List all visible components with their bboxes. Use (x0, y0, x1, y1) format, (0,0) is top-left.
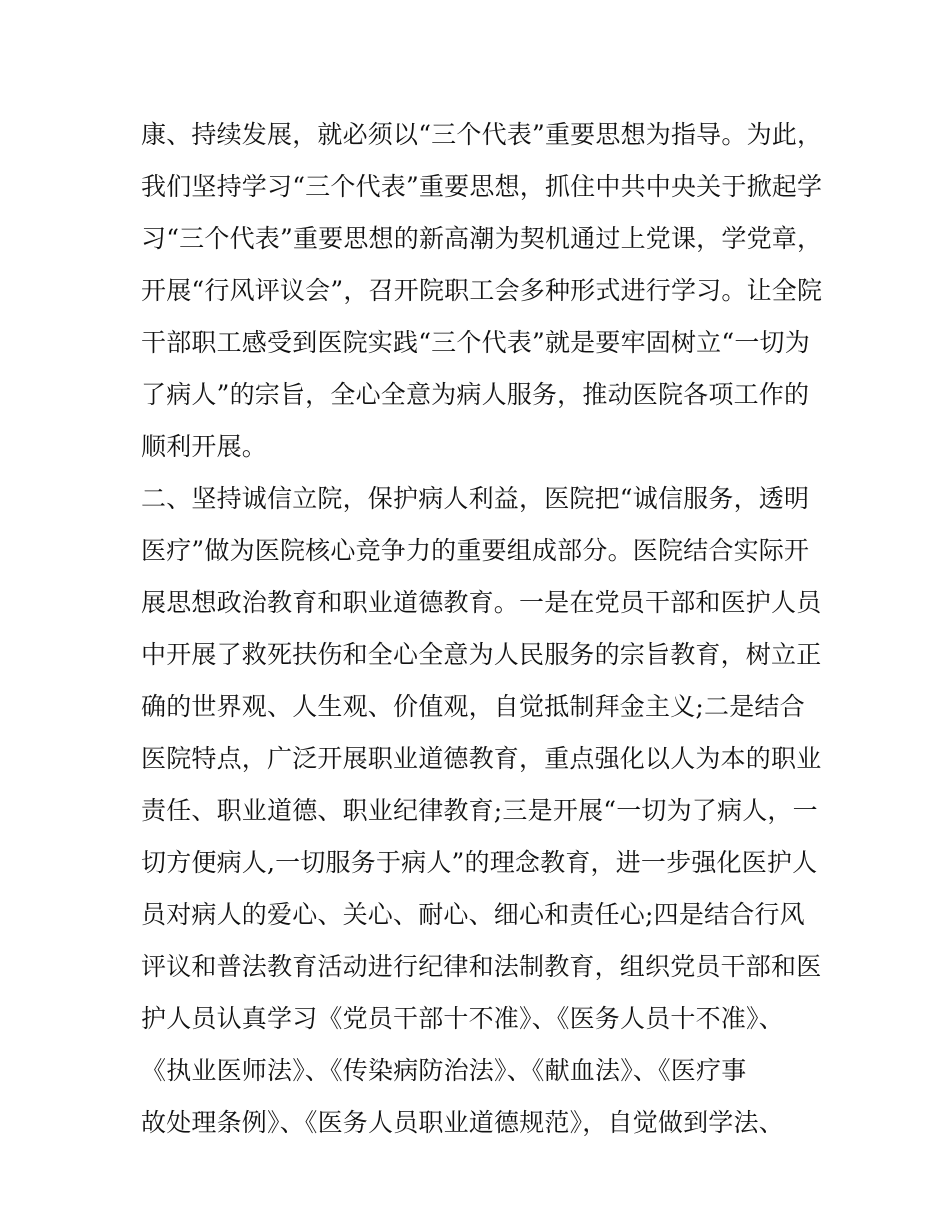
text-line: 展思想政治教育和职业道德教育。一是在党员干部和医护人员 (141, 588, 822, 617)
text-line: 了病人”的宗旨，全心全意为病人服务，推动医院各项工作的 (141, 380, 810, 409)
text-line: 康、持续发展，就必须以“三个代表”重要思想为指导。为此， (141, 120, 823, 149)
text-line: 开展“行风评议会”，召开院职工会多种形式进行学习。让全院 (141, 276, 823, 305)
text-line: 我们坚持学习“三个代表”重要思想，抓住中共中央关于掀起学 (141, 172, 823, 201)
text-line: 医院特点，广泛开展职业道德教育，重点强化以人为本的职业 (141, 744, 822, 773)
text-line: 确的世界观、人生观、价值观，自觉抵制拜金主义;二是结合 (141, 692, 805, 721)
body-text (141, 109, 831, 1149)
text-line: 医疗”做为医院核心竞争力的重要组成部分。医院结合实际开 (141, 536, 810, 565)
text-line: 中开展了救死扶伤和全心全意为人民服务的宗旨教育，树立正 (141, 640, 822, 669)
text-line: 评议和普法教育活动进行纪律和法制教育，组织党员干部和医 (141, 952, 822, 981)
section-heading-line: 二、坚持诚信立院，保护病人利益，医院把“诚信服务，透明 (141, 484, 810, 513)
text-line: 《执业医师法》、《传染病防治法》、《献血法》、《医疗事 (141, 1056, 747, 1085)
text-line: 故处理条例》、《医务人员职业道德规范》，自觉做到学法、 (141, 1108, 784, 1137)
text-line: 顺利开展。 (141, 432, 268, 461)
text-line: 切方便病人,一切服务于病人”的理念教育，进一步强化医护人 (141, 848, 818, 877)
text-line: 护人员认真学习《党员干部十不准》、《医务人员十不准》、 (141, 1004, 784, 1033)
text-line: 干部职工感受到医院实践“三个代表”就是要牢固树立“一切为 (141, 328, 810, 357)
text-line: 习“三个代表”重要思想的新高潮为契机通过上党课，学党章， (141, 224, 823, 253)
text-line: 责任、职业道德、职业纪律教育;三是开展“一切为了病人，一 (141, 796, 818, 825)
text-line: 员对病人的爱心、关心、耐心、细心和责任心;四是结合行风 (141, 900, 805, 929)
